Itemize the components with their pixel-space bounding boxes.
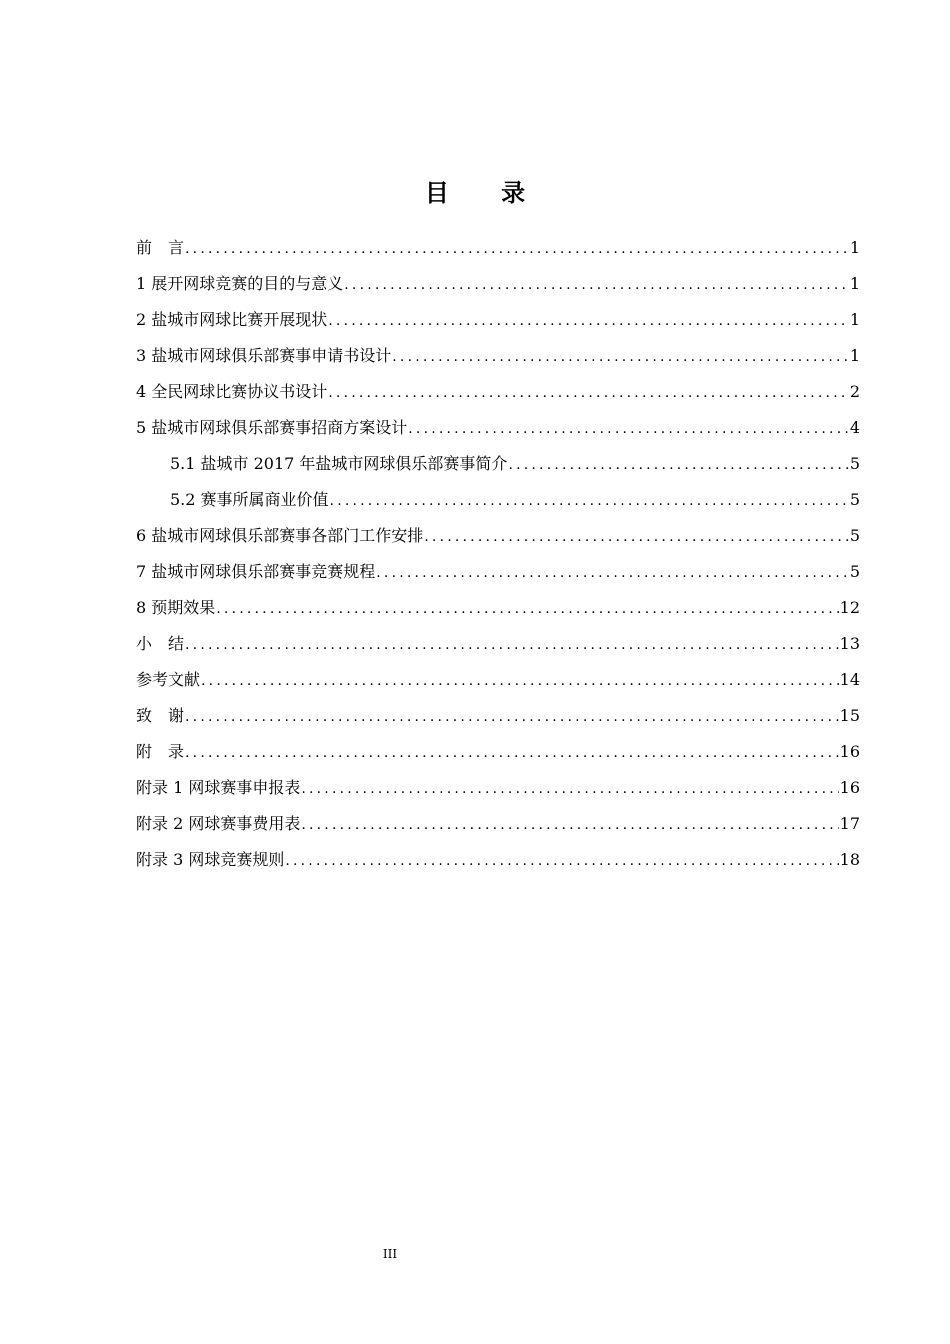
toc-leader-dots [344,267,849,303]
toc-leader-dots [301,771,838,807]
toc-entry-label: 小 结 [136,634,185,653]
toc-entry[interactable] [136,302,860,338]
toc-entry-page: 18 [839,850,860,869]
toc-leader-dots [185,699,839,735]
toc-leader-dots [285,843,838,879]
toc-entry-label: 5 盐城市网球俱乐部赛事招商方案设计 [136,418,408,437]
toc-entry-page: 5 [849,526,860,545]
toc-entry-label: 附录 2 网球赛事费用表 [136,814,301,833]
toc-entry-page: 5 [849,562,860,581]
toc-entry-label: 8 预期效果 [136,598,216,617]
toc-entry[interactable] [136,626,860,662]
toc-leader-dots [216,591,838,627]
toc-entry-page: 12 [839,598,860,617]
toc-leader-dots [508,447,848,483]
toc-entry-label: 1 展开网球竞赛的目的与意义 [136,274,344,293]
toc-entry[interactable] [136,410,860,446]
toc-entry-label: 5.2 赛事所属商业价值 [170,490,329,509]
toc-entry[interactable] [136,230,860,266]
toc-leader-dots [201,663,839,699]
toc-entry-label: 7 盐城市网球俱乐部赛事竞赛规程 [136,562,376,581]
toc-entry[interactable] [136,518,860,554]
footer-page-number: III [382,1247,398,1261]
toc-entry[interactable] [136,770,860,806]
toc-entry-label: 前 言 [136,238,185,257]
toc-entry-label: 附录 3 网球竞赛规则 [136,850,285,869]
toc-entry-page: 17 [839,814,860,833]
toc-leader-dots [330,483,849,519]
toc-leader-dots [408,411,849,447]
toc-entry[interactable] [136,266,860,302]
toc-entry[interactable] [136,374,860,410]
toc-leader-dots [392,339,849,375]
toc-entry-label: 致 谢 [136,706,185,725]
toc-entry[interactable] [136,446,860,482]
toc-leader-dots [424,519,849,555]
toc-entry[interactable] [136,554,860,590]
toc-leader-dots [185,627,839,663]
toc-entry-page: 14 [839,670,860,689]
toc-entry[interactable] [136,590,860,626]
page-title: 目 录 [424,179,548,207]
table-of-contents [136,230,860,878]
toc-entry-label: 6 盐城市网球俱乐部赛事各部门工作安排 [136,526,424,545]
toc-entry[interactable] [136,482,860,518]
toc-entry-page: 1 [849,274,860,293]
toc-leader-dots [185,735,839,771]
toc-entry[interactable] [136,338,860,374]
toc-leader-dots [301,807,838,843]
toc-entry-page: 5 [849,454,860,473]
toc-entry[interactable] [136,662,860,698]
toc-entry-label: 附录 1 网球赛事申报表 [136,778,301,797]
toc-entry[interactable] [136,698,860,734]
toc-entry-page: 16 [839,778,860,797]
toc-entry-page: 16 [839,742,860,761]
toc-entry-page: 1 [849,346,860,365]
toc-entry-label: 3 盐城市网球俱乐部赛事申请书设计 [136,346,392,365]
toc-entry-label: 参考文献 [136,670,201,689]
toc-entry-page: 13 [839,634,860,653]
toc-entry-page: 1 [849,238,860,257]
toc-leader-dots [185,231,849,267]
toc-entry[interactable] [136,734,860,770]
toc-entry-label: 5.1 盐城市 2017 年盐城市网球俱乐部赛事简介 [170,454,508,473]
toc-entry-page: 1 [849,310,860,329]
toc-entry-page: 2 [849,382,860,401]
toc-entry[interactable] [136,806,860,842]
toc-leader-dots [376,555,849,591]
toc-leader-dots [328,303,849,339]
toc-leader-dots [328,375,849,411]
toc-entry-label: 附 录 [136,742,185,761]
toc-entry-page: 15 [839,706,860,725]
toc-entry[interactable] [136,842,860,878]
toc-entry-page: 4 [849,418,860,437]
toc-entry-label: 4 全民网球比赛协议书设计 [136,382,328,401]
toc-entry-page: 5 [849,490,860,509]
toc-entry-label: 2 盐城市网球比赛开展现状 [136,310,328,329]
